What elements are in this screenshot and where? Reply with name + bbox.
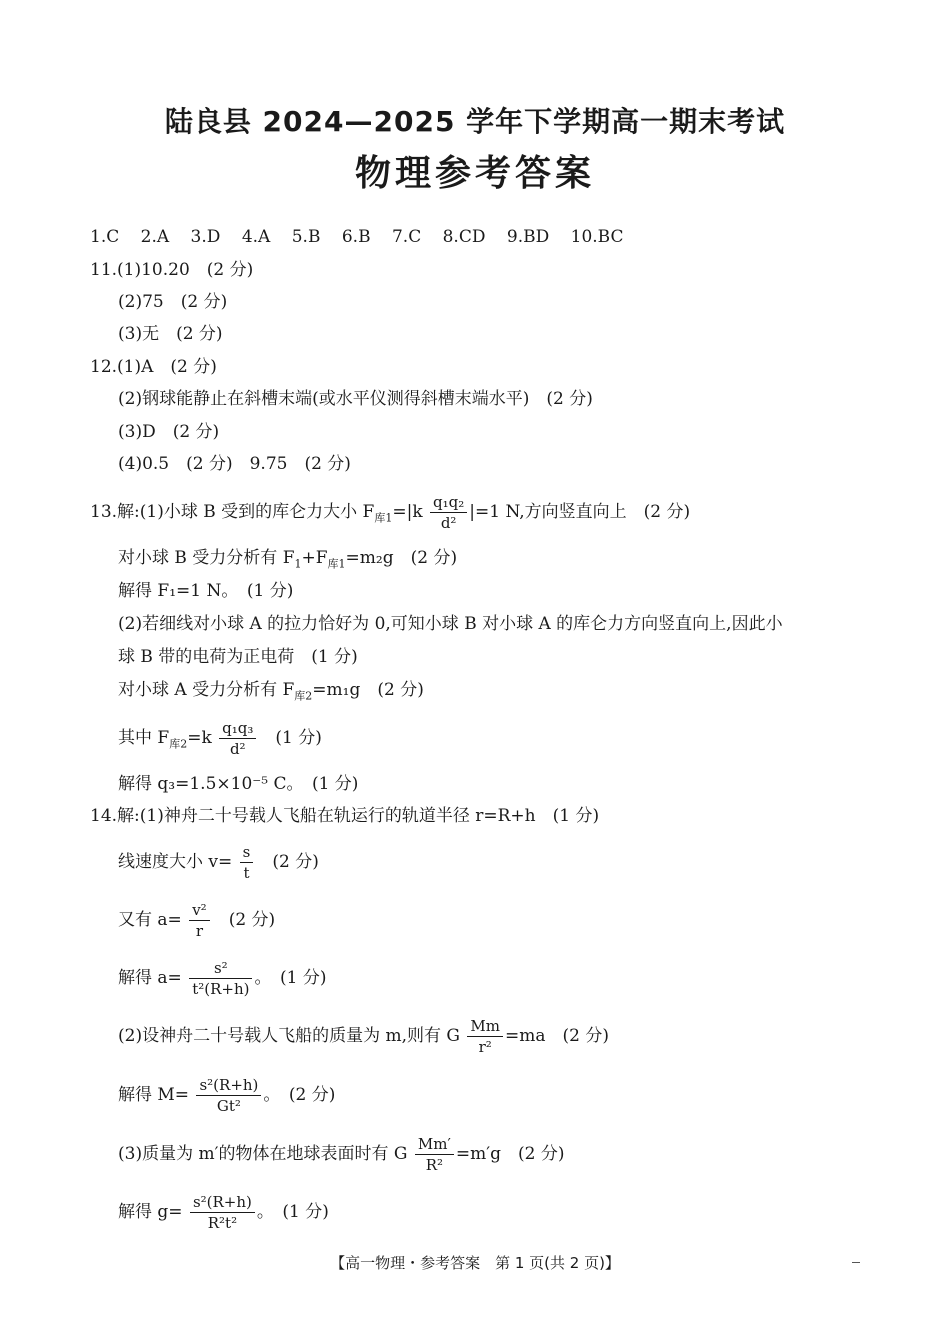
q14-line8: 解得 g= $\frac{\text{s²(R+h)}}{\text{R²t²}}$ 。 (1 分) [118, 1193, 329, 1232]
q13-line5: 球 B 带的电荷为正电荷 (1 分) [118, 647, 358, 667]
q11-part1: 11.(1)10.20 (2 分) [90, 260, 254, 280]
mc-answer: 8.CD [442, 227, 486, 247]
mc-answer: 4.A [241, 227, 271, 247]
fraction: $\frac{\text{s²(R+h)}}{\text{Gt²}}$ [196, 1075, 261, 1116]
answer-key-title: 物理参考答案 [354, 153, 595, 194]
q14-line7: (3)质量为 m′的物体在地球表面时有 G $\frac{Mm'}{\text{R²}}$ =m′g (2 分) [118, 1135, 565, 1174]
fraction: $\frac{\text{v²}}{r}$ [189, 900, 210, 941]
fraction: $\frac{\text{q₁q₂}}{\text{d²}}$ [430, 492, 467, 533]
exam-title: 陆良县 2024—2025 学年下学期高一期末考试 [164, 105, 786, 138]
q13-line6: 对小球 A 受力分析有 $F_{库2}=m_1g$ (2 分) [118, 680, 424, 703]
corner-mark [852, 1262, 860, 1263]
mc-answer: 10.BC [570, 227, 624, 247]
q14-line6: 解得 M= $\frac{\text{s²(R+h)}}{\text{Gt²}}$ 。 (2 分) [118, 1076, 336, 1115]
mc-answer: 9.BD [506, 227, 550, 247]
q13-line7: 其中 $F_{库2}=k$ $\frac{\text{q₁q₃}}{\text{d²}}$ (1 分) [118, 719, 322, 758]
mc-answer: 7.C [391, 227, 422, 247]
fraction: $\frac{\text{q₁q₃}}{\text{d²}}$ [219, 718, 256, 759]
q12-part2: (2)钢球能静止在斜槽末端(或水平仪测得斜槽末端水平) (2 分) [118, 389, 593, 409]
q11-part2: (2)75 (2 分) [118, 292, 228, 312]
fraction: $\frac{\text{s²(R+h)}}{\text{R²t²}}$ [190, 1192, 255, 1233]
q14-line1: 14.解:(1)神舟二十号载人飞船在轨运行的轨道半径 r=R+h (1 分) [90, 806, 600, 826]
fraction: $\frac{s}{t}$ [240, 842, 254, 883]
q14-line2: 线速度大小 v= $\frac{s}{t}$ (2 分) [118, 843, 319, 882]
fraction: $\frac{Mm'}{\text{R²}}$ [415, 1134, 454, 1175]
q14-line3: 又有 a= $\frac{\text{v²}}{r}$ (2 分) [118, 901, 276, 940]
q12-part4: (4)0.5 (2 分) 9.75 (2 分) [118, 454, 351, 474]
mc-answer: 2.A [140, 227, 170, 247]
q13-line2: 对小球 B 受力分析有 $F_1+F_{库1}=m_2g$ (2 分) [118, 548, 458, 571]
q13-line1: 13.解:(1)小球 B 受到的库仑力大小 $F_{库1}=|k$ $\frac{\text{q₁q₂}}{\text{d²}}$ |=1 N,方向竖直向上 (2 分) [90, 493, 691, 532]
q13-line4: (2)若细线对小球 A 的拉力恰好为 0,可知小球 B 对小球 A 的库仑力方向竖直向上,因此小 [118, 614, 783, 634]
fraction: $\frac{\text{s²}}{\text{t²(R+h)}}$ [189, 958, 252, 999]
mc-answer: 3.D [190, 227, 221, 247]
q12-part3: (3)D (2 分) [118, 422, 220, 442]
page-footer: 【高一物理・参考答案 第 1 页(共 2 页)】 [330, 1254, 620, 1272]
mc-answer: 6.B [341, 227, 371, 247]
mc-answer: 1.C [90, 227, 120, 247]
multiple-choice-answers [90, 225, 639, 249]
q14-line5: (2)设神舟二十号载人飞船的质量为 m,则有 G $\frac{Mm}{\text{r²}}$ =ma (2 分) [118, 1017, 609, 1056]
q13-line8: 解得 q₃=1.5×10⁻⁵ C。 (1 分) [118, 774, 359, 794]
q11-part3: (3)无 (2 分) [118, 324, 223, 344]
mc-answer: 5.B [291, 227, 321, 247]
q14-line4: 解得 a= $\frac{\text{s²}}{\text{t²(R+h)}}$ 。 (1 分) [118, 959, 327, 998]
fraction: $\frac{Mm}{\text{r²}}$ [467, 1016, 503, 1057]
q13-line3: 解得 F₁=1 N。 (1 分) [118, 581, 294, 601]
q12-part1: 12.(1)A (2 分) [90, 357, 217, 377]
